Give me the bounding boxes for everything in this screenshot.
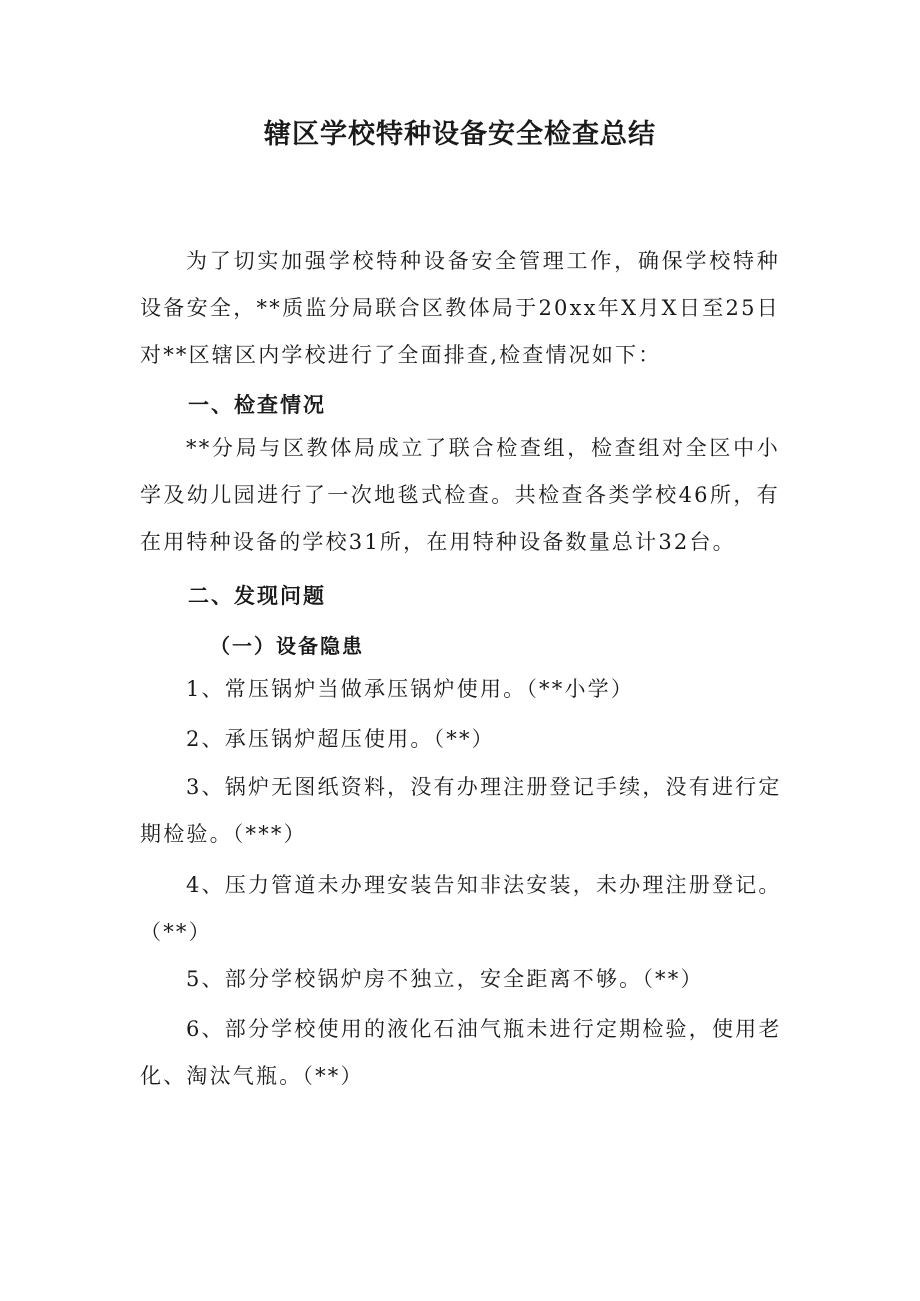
issue-item-6: 6、部分学校使用的液化石油气瓶未进行定期检验，使用老化、淘汰气瓶。（**） [140, 1017, 782, 1088]
issue-item-2: 2、承压锅炉超压使用。（**） [186, 727, 495, 751]
issue-item-1: 1、常压锅炉当做承压锅炉使用。（**小学） [186, 677, 635, 701]
issue-item-4: 4、压力管道未办理安装告知非法安装，未办理注册登记。（**） [140, 873, 782, 944]
section2-subheading: （一）设备隐患 [210, 634, 364, 658]
issue-item-3: 3、锅炉无图纸资料，没有办理注册登记手续，没有进行定期检验。（***） [140, 775, 782, 846]
document-title: 辖区学校特种设备安全检查总结 [264, 119, 656, 150]
section2-heading: 二、发现问题 [188, 584, 326, 608]
intro-paragraph: 为了切实加强学校特种设备安全管理工作，确保学校特种设备安全，**质监分局联合区教体局于20xx年X月X日至25日对**区辖区内学校进行了全面排查,检查情况如下： [140, 249, 780, 367]
issue-item-5: 5、部分学校锅炉房不独立，安全距离不够。（**） [186, 967, 704, 991]
section1-body: **分局与区教体局成立了联合检查组，检查组对全区中小学及幼儿园进行了一次地毯式检查。共检查各类学校46所，有在用特种设备的学校31所，在用特种设备数量总计32台。 [140, 436, 780, 554]
section1-heading: 一、检查情况 [188, 393, 326, 417]
